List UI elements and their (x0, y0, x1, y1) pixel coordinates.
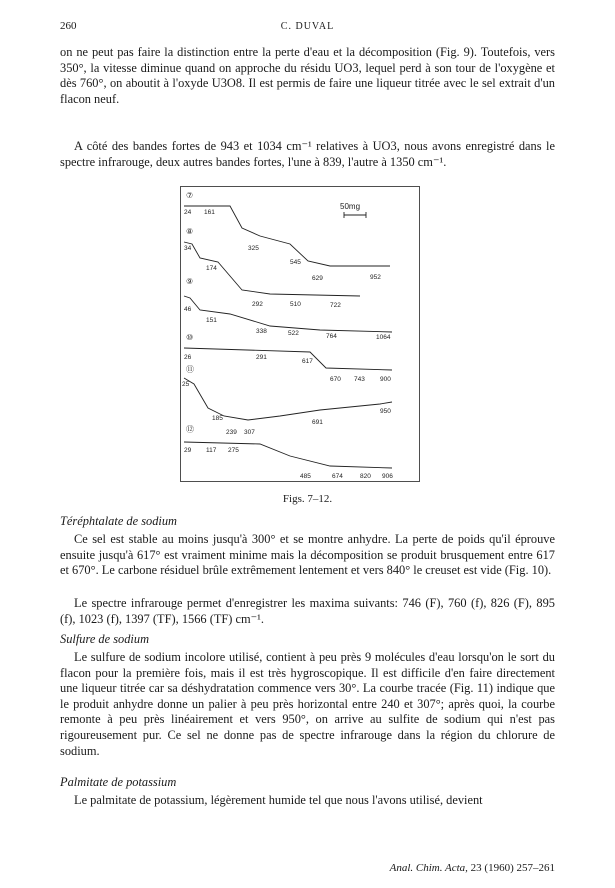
page-header (60, 20, 555, 34)
curve-9-label: 522 (288, 330, 299, 337)
running-author: C. DUVAL (280, 21, 335, 32)
curve-7-label: 325 (248, 245, 259, 252)
figure-svg (180, 186, 420, 482)
curve-8-start: 34 (184, 245, 192, 252)
intro-paragraph-1: on ne peut pas faire la distinction entre la perte d'eau et la décomposition (Fig. 9). Toutefois, vers 350°, la vitesse diminue quand on approche du résidu UO3, lequel perd à son tour de l'oxygène et dès 760°, on aboutit à l'oxyde U3O8. Il est permis de faire une liqueur titrée avec le sel extrait d'un flacon neuf. (60, 45, 555, 106)
section-title-palmitate: Palmitate de potassium (60, 775, 177, 789)
section-title-sulfure: Sulfure de sodium (60, 632, 150, 646)
curve-10-number: ⑩ (186, 333, 194, 342)
curve-7-number: ⑦ (186, 191, 194, 200)
terephtalate-paragraph-1: Ce sel est stable au moins jusqu'à 300° et se montre anhydre. La perte de poids qu'il éprouve ensuite jusqu'à 617° est vraiment minime mais la décomposition se produit brusquement entre 617 et 670°. Le carbone résiduel brûle extrêmement lentement et vers 840° le creuset est vide (Fig. 10). (60, 532, 555, 578)
journal-name: Anal. Chim. Acta, (389, 862, 468, 874)
curve-12-label: 820 (360, 473, 371, 480)
curve-12-label: 275 (228, 447, 239, 454)
journal-reference: 23 (1960) 257–261 (470, 862, 555, 874)
curve-7-start: 24 (184, 209, 192, 216)
curve-7-label: 161 (204, 209, 215, 216)
curve-11-label: 691 (312, 419, 323, 426)
curve-11-label: 185 (212, 415, 223, 422)
curve-11-label: 307 (244, 429, 255, 436)
palmitate-paragraph-1: Le palmitate de potassium, légèrement humide tel que nous l'avons utilisé, devient (74, 793, 483, 807)
curve-8-label: 722 (330, 302, 341, 309)
curve-9-label: 151 (206, 317, 217, 324)
curve-12 (184, 442, 392, 468)
curve-12-label: 117 (206, 447, 217, 454)
curve-10-label: 743 (354, 376, 365, 383)
curve-12-label: 485 (300, 473, 311, 480)
curve-10-start: 26 (184, 354, 192, 361)
curve-9-label: 1064 (376, 334, 391, 341)
section-title-terephtalate: Téréphtalate de sodium (60, 514, 178, 528)
curve-10-label: 617 (302, 358, 313, 365)
curve-12-start: 29 (184, 447, 192, 454)
curve-8-label: 292 (252, 301, 263, 308)
curve-12-number: ⑫ (186, 425, 194, 434)
curve-11-label: 239 (226, 429, 237, 436)
intro-paragraph-2: A côté des bandes fortes de 943 et 1034 cm⁻¹ relatives à UO3, nous avons enregistré dans le spectre infrarouge, deux autres bandes fortes, l'une à 839, l'autre à 1350 cm⁻¹. (60, 139, 555, 169)
curve-7-label: 545 (290, 259, 301, 266)
journal-footer (60, 862, 555, 874)
curve-12-label: 906 (382, 473, 393, 480)
scale-label: 50mg (340, 202, 361, 211)
curve-9 (184, 296, 392, 332)
curve-11 (184, 378, 392, 420)
curve-11-start: 25 (182, 381, 190, 388)
curve-11-number: ⑪ (186, 365, 194, 374)
curve-8-label: 174 (206, 265, 217, 272)
curve-10-label: 670 (330, 376, 341, 383)
curve-7-label: 629 (312, 275, 323, 282)
curve-10-label: 291 (256, 354, 267, 361)
curve-10 (184, 348, 392, 370)
curve-9-label: 764 (326, 333, 337, 340)
curve-9-number: ⑨ (186, 277, 194, 286)
curve-8-label: 510 (290, 301, 301, 308)
curve-8-number: ⑧ (186, 227, 194, 236)
terephtalate-paragraph-2: Le spectre infrarouge permet d'enregistrer les maxima suivants: 746 (F), 760 (f), 826 (F), 895 (f), 1023 (f), 1397 (TF), 1566 (TF) cm⁻¹. (60, 596, 555, 626)
curve-7-label: 952 (370, 274, 381, 281)
figure-caption: Figs. 7–12. (282, 493, 333, 505)
curve-9-start: 46 (184, 306, 192, 313)
sulfure-paragraph-1: Le sulfure de sodium incolore utilisé, contient à peu près 9 molécules d'eau lorsqu'on le sort du flacon pour la première fois, mais il est très hygroscopique. Il est difficile d'en faire directement une liqueur titrée car sa déshydratation commence vers 30°. La courbe tracée (Fig. 11) indique que le produit anhydre donne un palier à peu près horizontal entre 240 et 307°; après quoi, la courbe remonte à peu près linéairement et vers 950°, on arrive au sulfite de sodium qui n'est pas rigoureusement pur. Ce sel ne donne pas de spectre infrarouge dans la région du chlorure de sodium. (60, 650, 555, 758)
thermogravimetric-figure (180, 186, 420, 482)
curve-9-label: 338 (256, 328, 267, 335)
curve-11-label: 950 (380, 408, 391, 415)
curve-12-label: 674 (332, 473, 343, 480)
curve-10-label: 900 (380, 376, 391, 383)
page-number: 260 (60, 20, 77, 32)
